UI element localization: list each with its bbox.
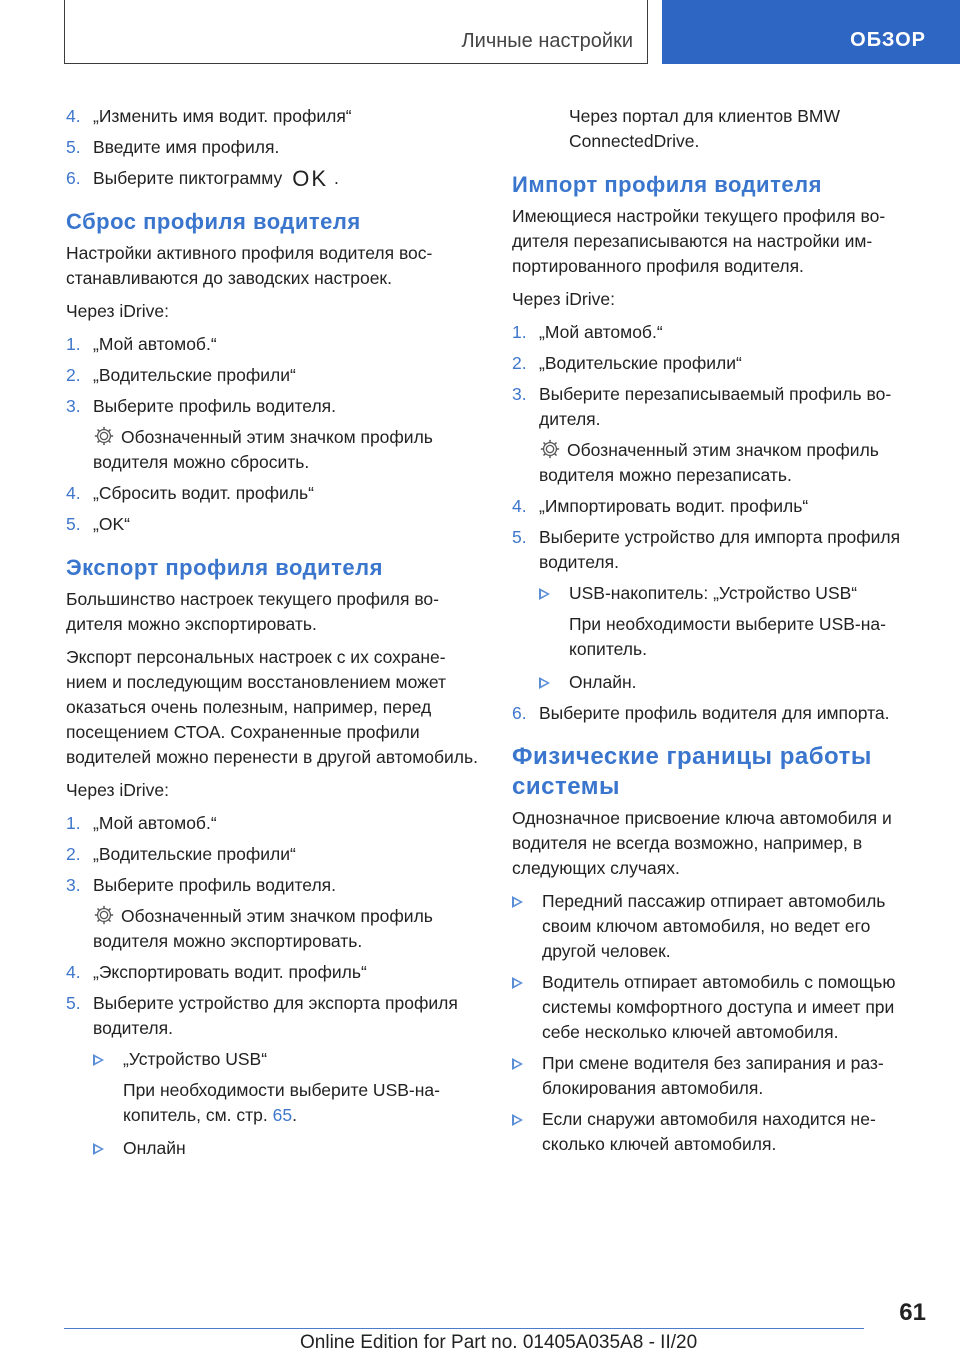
list-item — [66, 960, 480, 985]
step-number: 3. — [66, 875, 81, 895]
tab-label: ОБЗОР — [850, 29, 926, 51]
paragraph: Через iDrive: — [512, 289, 615, 309]
tab-overview[interactable] — [662, 0, 960, 64]
step-text: „Мой автомоб.“ — [539, 322, 663, 342]
bullet-text: При смене водителя без запирания и разблокирования автомобиля. — [542, 1053, 884, 1098]
triangle-bullet-icon — [512, 896, 523, 908]
list-item — [512, 701, 928, 726]
list-item — [512, 525, 928, 575]
bullet-item — [93, 1047, 480, 1072]
list-item — [66, 811, 480, 836]
step-text: „Водительские профили“ — [539, 353, 742, 373]
step-number: 2. — [66, 844, 81, 864]
note — [93, 425, 480, 475]
step-number: 1. — [66, 813, 81, 833]
section-title: Личные настройки — [461, 30, 633, 52]
bullet-item — [512, 1051, 928, 1101]
triangle-bullet-icon — [93, 1054, 104, 1066]
step-number: 5. — [66, 514, 81, 534]
header-box — [64, 0, 648, 64]
note-text: Обозначенный этим значком профиль водителя можно перезаписать. — [539, 440, 879, 485]
list-item — [512, 494, 928, 519]
list-item — [66, 363, 480, 388]
step-number: 6. — [512, 703, 527, 723]
bullet-text: Передний пассажир отпирает автомобиль своим ключом автомобиля, но ведет его другой человек. — [542, 891, 886, 961]
step-text: „Водительские профили“ — [93, 365, 296, 385]
bullet-item — [539, 670, 928, 695]
footer-edition: Online Edition for Part no. 01405A035A8 - II/20 — [300, 1332, 698, 1353]
step-number: 5. — [66, 137, 81, 157]
step-number: 2. — [66, 365, 81, 385]
bullet-item — [539, 581, 928, 606]
triangle-bullet-icon — [93, 1143, 104, 1155]
bullet-item — [512, 1107, 928, 1157]
list-item — [512, 320, 928, 345]
footer-divider — [64, 1328, 864, 1329]
heading-reset: Сброс профиля водителя — [66, 209, 361, 234]
bullet-text: Онлайн — [123, 1138, 186, 1158]
bullet-item — [512, 889, 928, 964]
step-number: 1. — [512, 322, 527, 342]
paragraph: Имеющиеся настройки текущего профиля водителя перезаписываются на настройки импортированного профиля водителя. — [512, 206, 886, 276]
step-text: Введите имя профиля. — [93, 137, 280, 157]
step-number: 3. — [66, 396, 81, 416]
note-text: Обозначенный этим значком профиль водителя можно экспортировать. — [93, 906, 433, 951]
list-item — [66, 166, 480, 191]
bullet-item — [93, 1136, 480, 1161]
step-text: „Водительские профили“ — [93, 844, 296, 864]
detail-text: При необходимости выберите USB-накопитель, см. стр. — [123, 1080, 440, 1125]
step-number: 1. — [66, 334, 81, 354]
bullet-detail: При необходимости выберите USB-накопитель. — [569, 614, 886, 659]
heading-limits: Физические границы работы системы — [512, 743, 872, 800]
step-text: „Сбросить водит. профиль“ — [93, 483, 314, 503]
step-text: „Изменить имя водит. профиля“ — [93, 106, 352, 126]
bullet-detail: При необходимости выберите USB-накопитель, см. стр. 65. — [123, 1080, 440, 1125]
paragraph: Однозначное присвоение ключа автомобиля и водителя не всегда возможно, например, в следующих случаях. — [512, 808, 892, 878]
bullet-text: USB-накопитель: „Устройство USB“ — [569, 583, 858, 603]
note — [539, 438, 928, 488]
step-number: 4. — [66, 962, 81, 982]
bullet-text: „Устройство USB“ — [123, 1049, 268, 1069]
list-item — [66, 332, 480, 357]
list-item — [66, 104, 480, 129]
step-number: 3. — [512, 384, 527, 404]
list-item — [66, 991, 480, 1041]
triangle-bullet-icon — [539, 677, 550, 689]
note-text: Обозначенный этим значком профиль водителя можно сбросить. — [93, 427, 433, 472]
paragraph: Через iDrive: — [66, 301, 169, 321]
gear-icon — [93, 425, 115, 447]
paragraph-continued: Через портал для клиентов BMW ConnectedDrive. — [569, 106, 841, 151]
step-text: „Импортировать водит. профиль“ — [539, 496, 809, 516]
page-link[interactable]: 65 — [272, 1105, 293, 1125]
step-text: „Экспортировать водит. профиль“ — [93, 962, 367, 982]
step-text: „Мой автомоб.“ — [93, 813, 217, 833]
step-number: 4. — [66, 106, 81, 126]
ok-icon: OK — [292, 166, 329, 191]
step-text: Выберите пиктограмму — [93, 168, 283, 188]
bullet-text: Если снаружи автомобиля находится несколько ключей автомобиля. — [542, 1109, 876, 1154]
page-number: 61 — [899, 1299, 926, 1326]
step-text: Выберите устройство для экспорта профиля водителя. — [93, 993, 458, 1038]
step-text: „OK“ — [93, 514, 130, 534]
step-text: Выберите профиль водителя. — [93, 875, 336, 895]
paragraph: Через iDrive: — [66, 780, 169, 800]
bullet-text: Водитель отпирает автомобиль с помощью системы комфортного доступа и имеет при себе несколько ключей автомобиля. — [542, 972, 896, 1042]
paragraph: Настройки активного профиля водителя восстанавливаются до заводских настроек. — [66, 243, 433, 288]
step-number: 5. — [512, 527, 527, 547]
step-number: 6. — [66, 168, 81, 188]
list-item — [66, 481, 480, 506]
list-item — [66, 873, 480, 898]
step-number: 5. — [66, 993, 81, 1013]
step-text: Выберите перезаписываемый профиль водителя. — [539, 384, 892, 429]
triangle-bullet-icon — [512, 1058, 523, 1070]
step-number: 2. — [512, 353, 527, 373]
step-number: 4. — [66, 483, 81, 503]
left-column — [66, 104, 480, 1167]
gear-icon — [539, 438, 561, 460]
list-item — [66, 135, 480, 160]
step-text-end: . — [334, 168, 339, 188]
triangle-bullet-icon — [512, 977, 523, 989]
step-number: 4. — [512, 496, 527, 516]
step-text: Выберите профиль водителя для импорта. — [539, 703, 890, 723]
right-column — [512, 104, 928, 1163]
list-item — [512, 351, 928, 376]
list-item — [66, 512, 480, 537]
step-text: „Мой автомоб.“ — [93, 334, 217, 354]
list-item — [66, 394, 480, 419]
step-text: Выберите профиль водителя. — [93, 396, 336, 416]
triangle-bullet-icon — [539, 588, 550, 600]
heading-export: Экспорт профиля водителя — [66, 555, 383, 580]
note — [93, 904, 480, 954]
step-text: Выберите устройство для импорта профиля водителя. — [539, 527, 901, 572]
gear-icon — [93, 904, 115, 926]
triangle-bullet-icon — [512, 1114, 523, 1126]
bullet-item — [512, 970, 928, 1045]
heading-import: Импорт профиля водителя — [512, 172, 822, 197]
paragraph: Экспорт персональных настроек с их сохранением и последующим восстановлением может оказаться очень полезным, например, перед посещением СТОА. Сохраненные профили водителей можно перенести в другой автомобиль. — [66, 647, 478, 767]
list-item — [512, 382, 928, 432]
list-item — [66, 842, 480, 867]
paragraph: Большинство настроек текущего профиля водителя можно экспортировать. — [66, 589, 439, 634]
bullet-text: Онлайн. — [569, 672, 637, 692]
